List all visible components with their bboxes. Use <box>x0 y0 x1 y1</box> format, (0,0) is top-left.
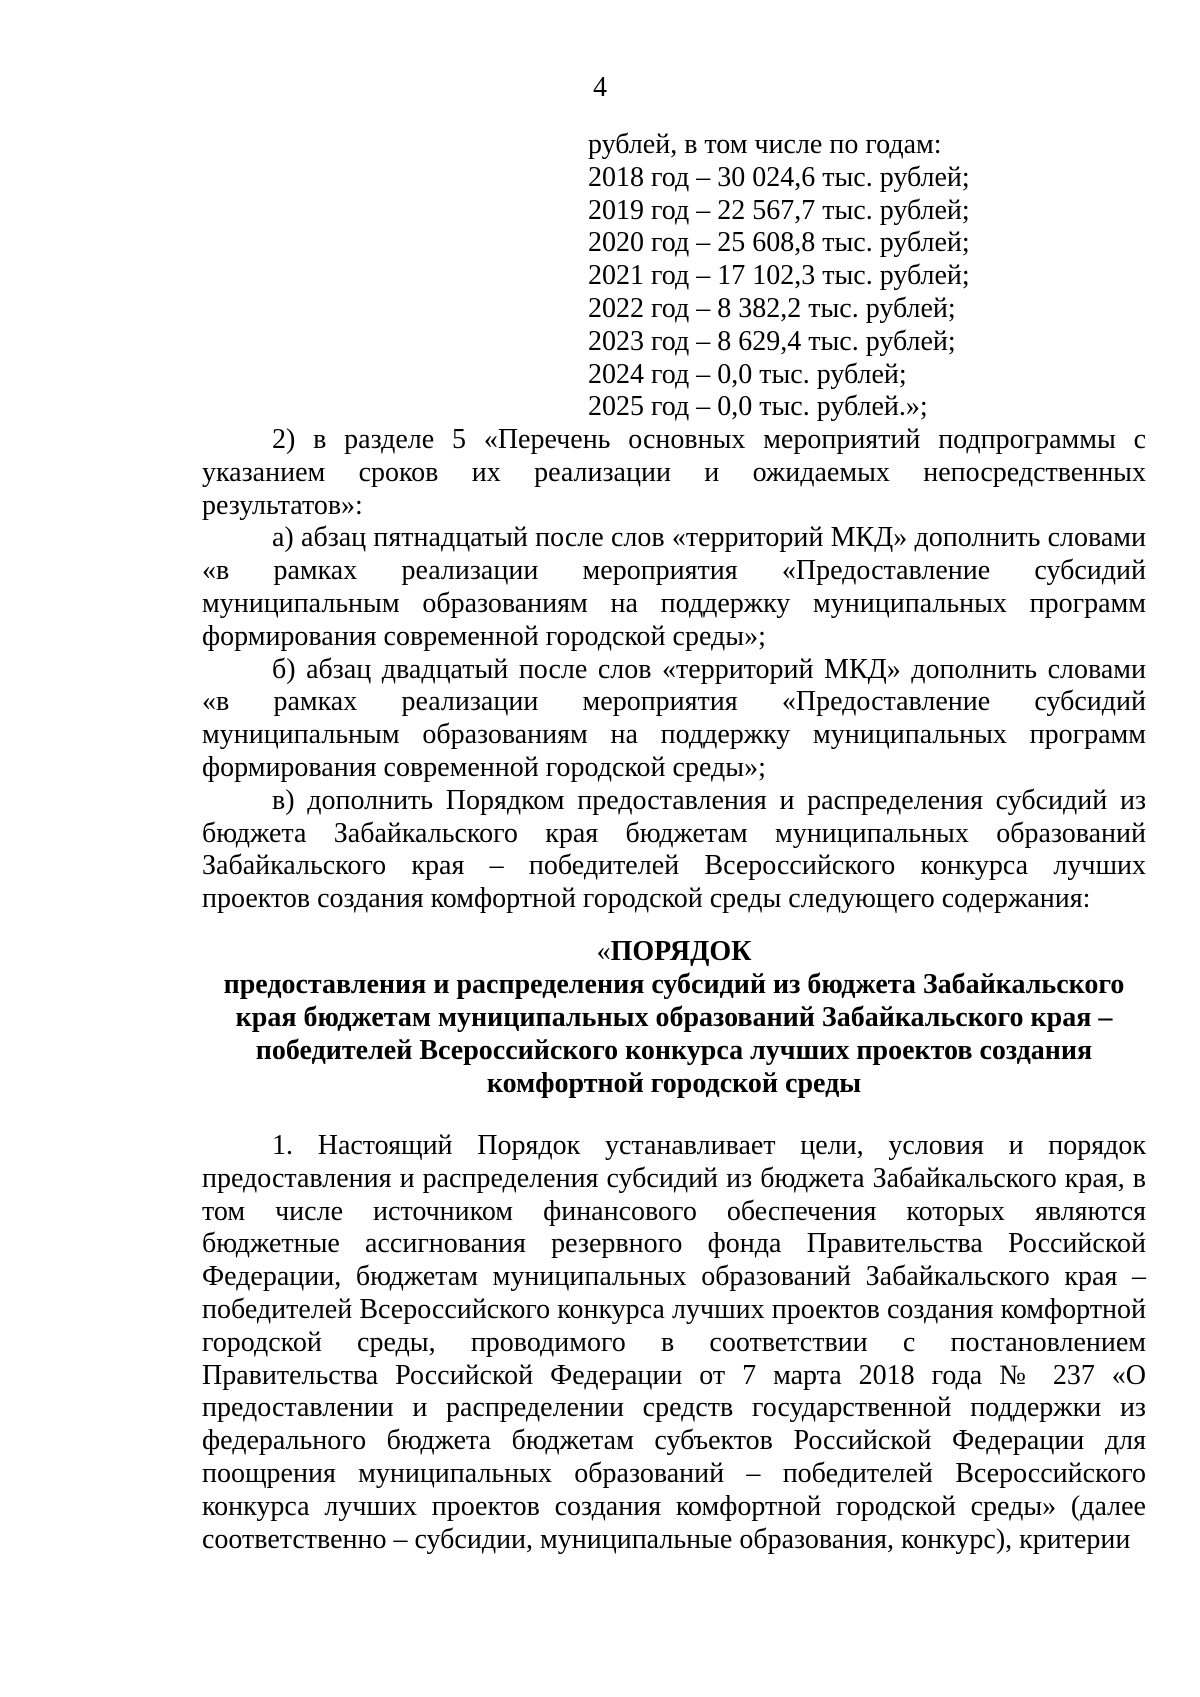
procedure-title-line: комфортной городской среды <box>486 1068 862 1099</box>
funding-year-line: 2020 год – 25 608,8 тыс. рублей; <box>588 227 970 259</box>
procedure-title <box>202 935 1146 1100</box>
amendment-item-2: 2) в разделе 5 «Перечень основных мероприятий подпрограммы с указанием сроков их реализации и ожидаемых непосредственных результатов»: <box>202 424 1146 521</box>
funding-year-line: 2018 год – 30 024,6 тыс. рублей; <box>588 161 970 193</box>
procedure-heading <box>202 935 1146 968</box>
funding-year-line: 2021 год – 17 102,3 тыс. рублей; <box>588 260 970 292</box>
procedure-heading-text: ПОРЯДОК <box>610 936 752 967</box>
funding-year-line: 2022 год – 8 382,2 тыс. рублей; <box>588 292 956 324</box>
procedure-body <box>202 1130 1146 1556</box>
funding-year-line: 2024 год – 0,0 тыс. рублей; <box>588 358 907 390</box>
procedure-title-line: победителей Всероссийского конкурса лучших проектов создания <box>255 1035 1093 1066</box>
amendment-item-a: а) абзац пятнадцатый после слов «территорий МКД» дополнить словами «в рамках реализации мероприятия «Предоставление субсидий муниципальным образованиям на поддержку муниципальных программ формирования современной городской среды»; <box>202 522 1146 652</box>
clause-1: 1. Настоящий Порядок устанавливает цели, условия и порядок предоставления и распределения субсидий из бюджета Забайкальского края, в том числе источником финансового обеспечения которых являются бюджетные ассигнования резервного фонда Правительства Российской Федерации, бюджетам муниципальных образований Забайкальского края – победителей Всероссийского конкурса лучших проектов создания комфортной городской среды, проводимого в соответствии с постановлением Правительства Российской Федерации от 7 марта 2018 года № 237 «О предоставлении и распределении средств государственной поддержки из федерального бюджета бюджетам субъектов Российской Федерации для поощрения муниципальных образований – победителей Всероссийского конкурса лучших проектов создания комфортной городской среды» (далее соответственно – субсидии, муниципальные образования, конкурс), критерии <box>202 1130 1146 1555</box>
funding-year-line: 2023 год – 8 629,4 тыс. рублей; <box>588 325 956 357</box>
procedure-title-line: предоставления и распределения субсидий из бюджета Забайкальского <box>223 969 1125 1000</box>
procedure-title-line: края бюджетам муниципальных образований Забайкальского края – <box>235 1002 1113 1033</box>
amendment-item-b: б) абзац двадцатый после слов «территорий МКД» дополнить словами «в рамках реализации мероприятия «Предоставление субсидий муниципальным образованиям на поддержку муниципальных программ формирования современной городской среды»; <box>202 653 1146 783</box>
funding-year-line: 2019 год – 22 567,7 тыс. рублей; <box>588 194 970 226</box>
page-number: 4 <box>593 72 607 103</box>
funding-intro: рублей, в том числе по годам: <box>588 129 942 160</box>
funding-year-line: 2025 год – 0,0 тыс. рублей.»; <box>588 391 928 423</box>
amendments <box>202 424 1146 916</box>
amendment-item-v: в) дополнить Порядком предоставления и распределения субсидий из бюджета Забайкальского края бюджетам муниципальных образований Забайкальского края – победителей Всероссийского конкурса лучших проектов создания комфортной городской среды следующего содержания: <box>202 784 1146 915</box>
funding-by-year <box>588 129 1148 424</box>
opening-quote: « <box>596 936 611 967</box>
